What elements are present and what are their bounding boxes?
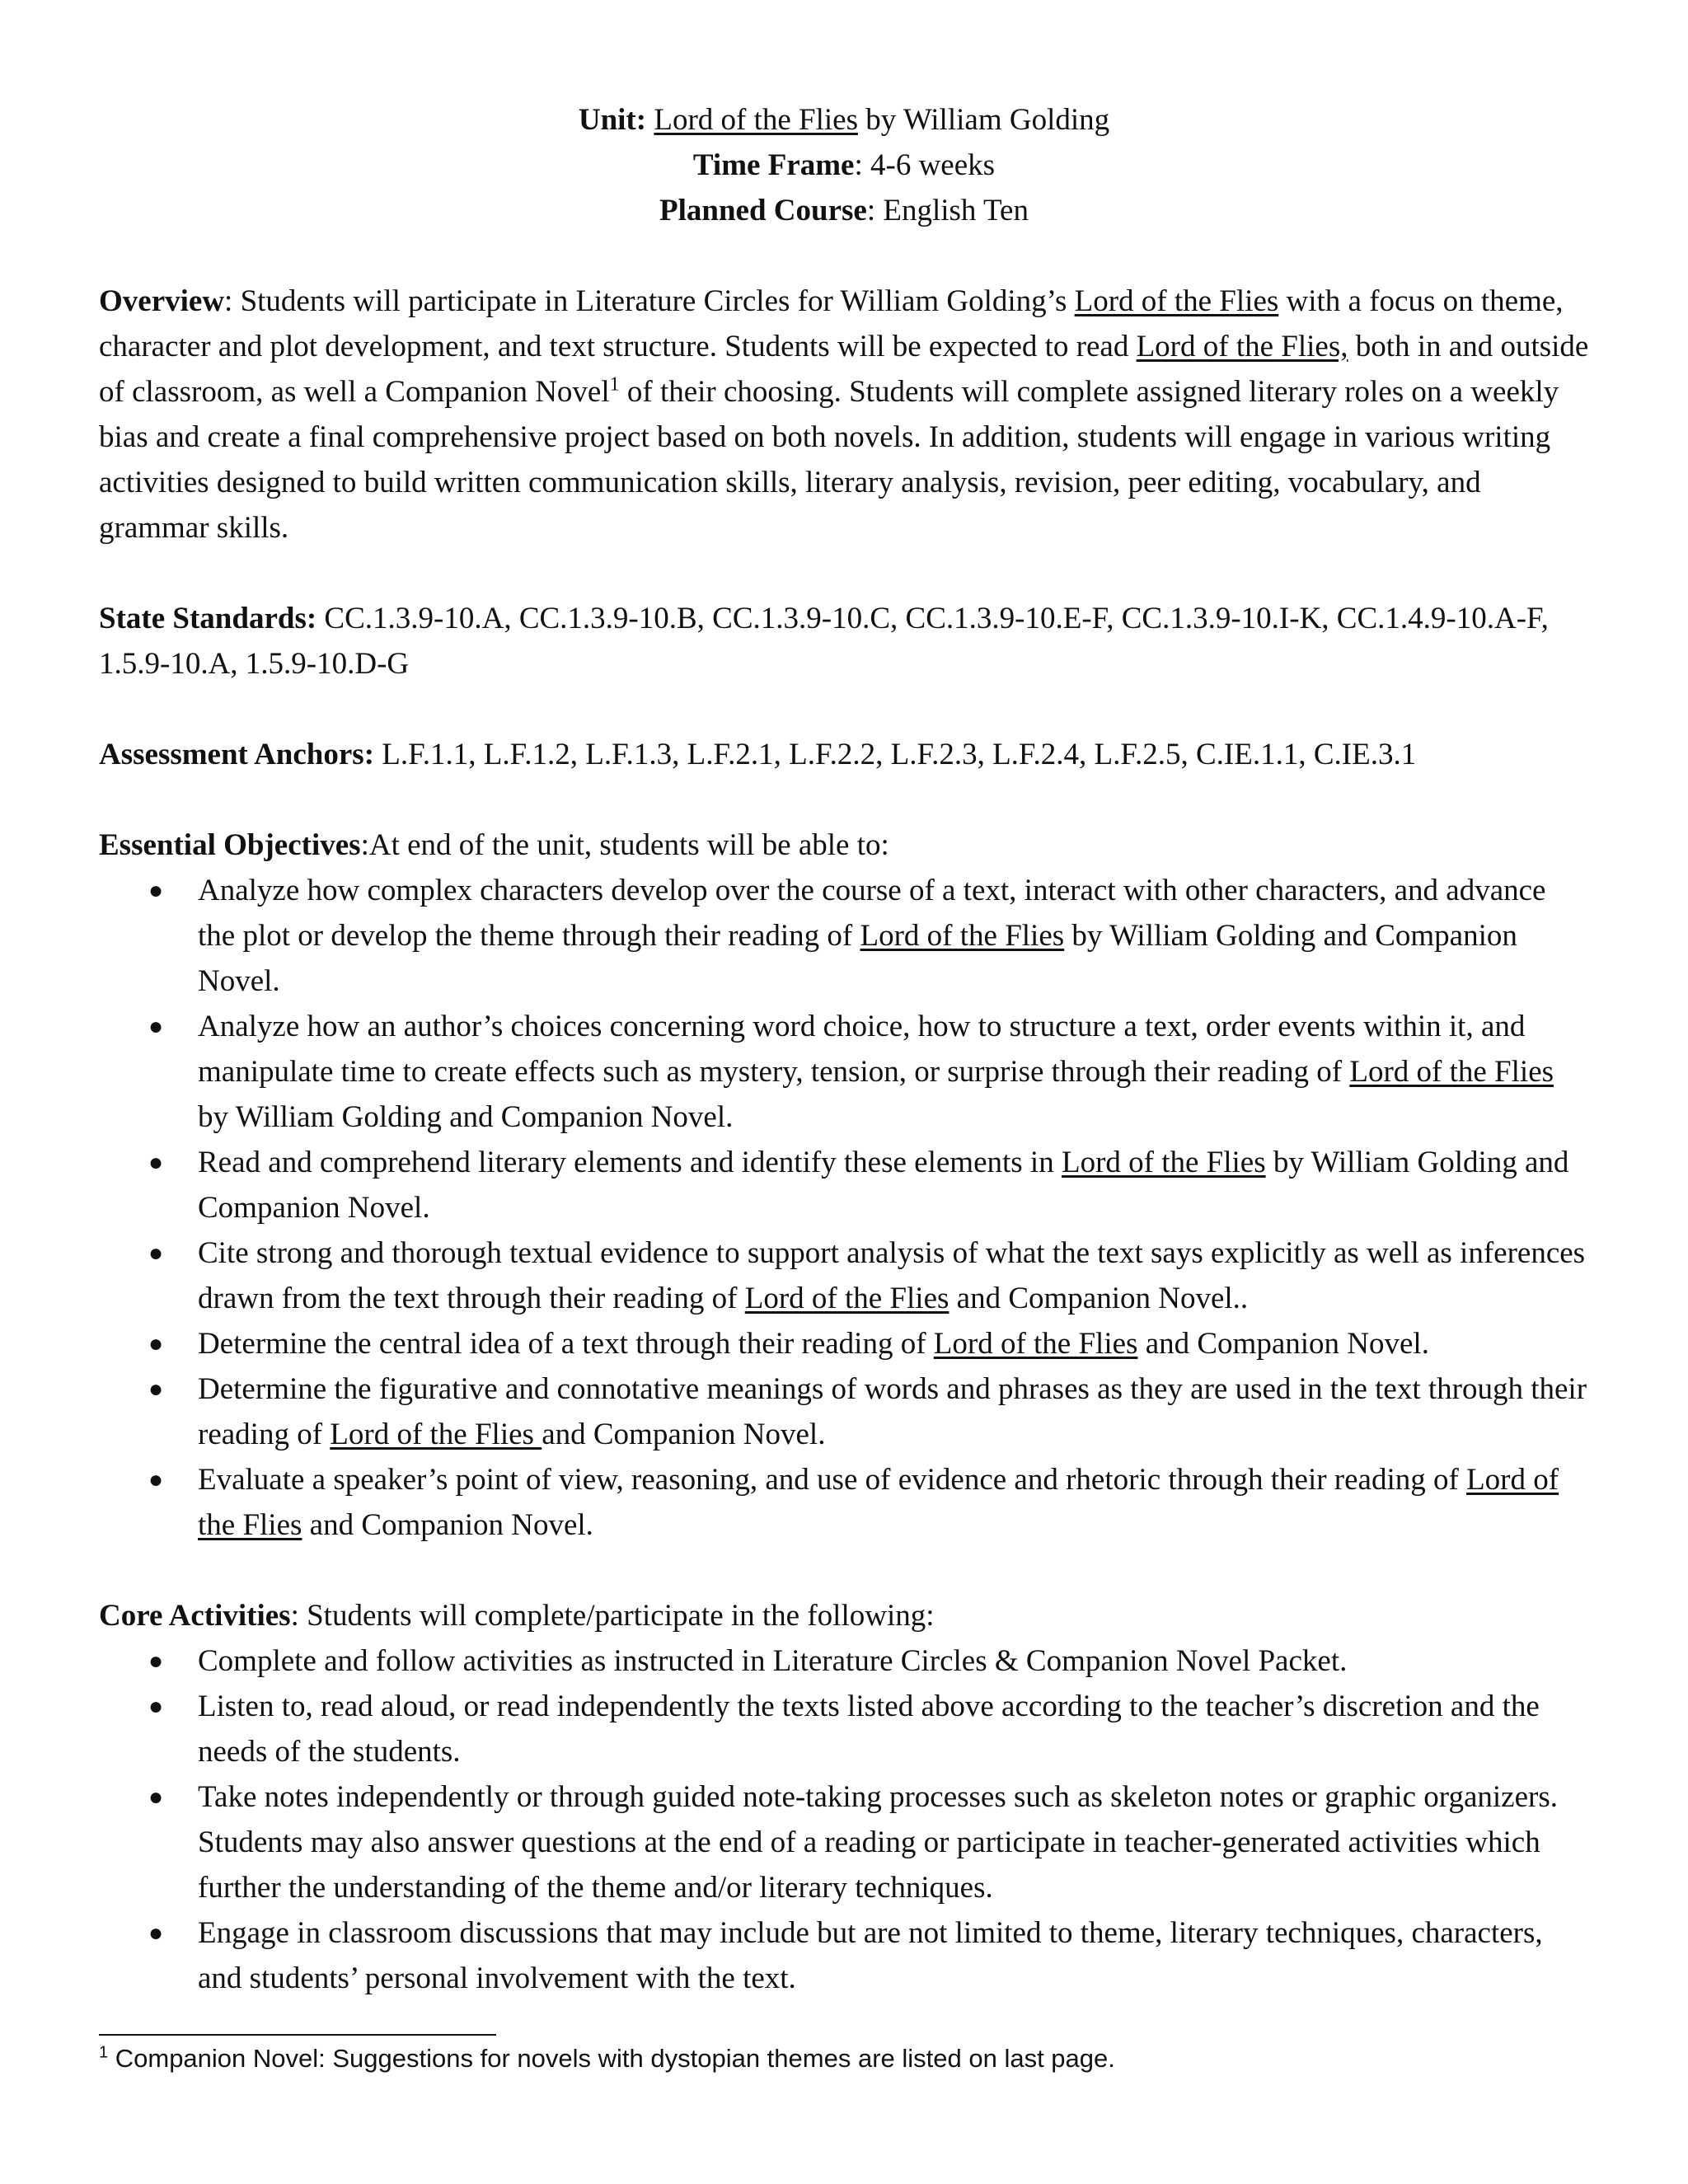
standards-label: State Standards:	[99, 602, 317, 635]
timeframe-label: Time Frame	[692, 148, 855, 182]
book-title: Lord of the Flies	[1349, 1055, 1554, 1089]
anchors-value: L.F.1.1, L.F.1.2, L.F.1.3, L.F.2.1, L.F.2.2, L.F.2.3, L.F.2.4, L.F.2.5, C.IE.1.1, C.IE.3.1	[374, 738, 1417, 771]
book-title: Lord of the Flies	[1074, 284, 1279, 318]
timeframe-value: : 4-6 weeks	[854, 148, 996, 182]
objective-text: and Companion Novel.	[1137, 1327, 1429, 1361]
unit-line	[99, 97, 1589, 143]
list-item: ● Take notes independently or through guided note-taking processes such as skeleton notes or graphic organizers. Students may also answer questions at the end of a reading or participate in teacher-generated activities which further the understanding of the theme and/or literary techniques.	[99, 1774, 1589, 1910]
objective-text: by William Golding and Companion Novel.	[198, 1146, 1569, 1225]
list-item: ● Engage in classroom discussions that may include but are not limited to theme, literary techniques, characters, and students’ personal involvement with the text.	[99, 1910, 1589, 2001]
list-item: ● Complete and follow activities as instructed in Literature Circles & Companion Novel Packet.	[99, 1638, 1589, 1684]
unit-header	[99, 97, 1589, 233]
footnote-number: 1	[99, 2043, 109, 2062]
list-item	[99, 1140, 1589, 1230]
standards-value: CC.1.3.9-10.A, CC.1.3.9-10.B, CC.1.3.9-10.C, CC.1.3.9-10.E-F, CC.1.3.9-10.I-K, CC.1.4.9-10.A-F, 1.5.9-10.A, 1.5.9-10.D-G	[99, 602, 1549, 681]
objective-text: Analyze how an author’s choices concerning word choice, how to structure a text, order events within it, and manipulate time to create effects such as mystery, tension, or surprise through their reading of	[198, 1010, 1526, 1089]
list-item	[99, 1004, 1589, 1140]
book-title: Lord of the Flies	[744, 1282, 950, 1315]
book-title: Lord of the Flies	[860, 919, 1065, 953]
book-title: Lord of the Flies	[198, 1463, 1559, 1542]
overview-text-1: : Students will participate in Literature Circles for William Golding’s	[224, 284, 1075, 318]
objective-text: by William Golding and Companion Novel.	[198, 919, 1517, 998]
footnote-text: Companion Novel: Suggestions for novels with dystopian themes are listed on last page.	[108, 2044, 1115, 2073]
unit-title: Lord of the Flies	[654, 103, 858, 137]
activities-intro: : Students will complete/participate in the following:	[290, 1599, 935, 1633]
list-item	[99, 868, 1589, 1004]
objective-text: Determine the central idea of a text through their reading of	[198, 1327, 934, 1361]
book-title: Lord of the Flies	[933, 1327, 1138, 1361]
objectives-label: Essential Objectives	[99, 828, 361, 862]
activities-heading	[99, 1593, 1589, 1638]
course-value: : English Ten	[866, 194, 1029, 227]
timeframe-line	[99, 143, 1589, 188]
book-title: Lord of the Flies,	[1136, 330, 1348, 363]
list-item	[99, 1366, 1589, 1457]
objective-text: and Companion Novel.	[302, 1508, 593, 1542]
objective-text: Evaluate a speaker’s point of view, reasoning, and use of evidence and rhetoric through their reading of	[198, 1463, 1467, 1497]
state-standards	[99, 596, 1589, 687]
assessment-anchors	[99, 732, 1589, 777]
objectives-intro: :At end of the unit, students will be able to:	[360, 828, 889, 862]
list-item	[99, 1457, 1589, 1548]
overview-label: Overview	[99, 284, 225, 318]
objective-text: by William Golding and Companion Novel.	[198, 1100, 734, 1134]
objective-text: Analyze how complex characters develop over the course of a text, interact with other characters, and advance the plot or develop the theme through their reading of	[198, 874, 1546, 953]
course-label: Planned Course	[659, 194, 867, 227]
unit-author: by William Golding	[858, 103, 1110, 137]
objective-text: Read and comprehend literary elements and identify these elements in	[198, 1146, 1062, 1179]
objective-text: Cite strong and thorough textual evidence to support analysis of what the text says explicitly as well as inferences drawn from the text through their reading of	[198, 1236, 1586, 1315]
footnote-marker: 1	[609, 373, 620, 396]
objective-text: Determine the figurative and connotative meanings of words and phrases as they are used in the text through their reading of	[198, 1372, 1587, 1451]
objectives-heading	[99, 823, 1589, 868]
objective-text: and Companion Novel.	[542, 1418, 826, 1451]
list-item	[99, 1321, 1589, 1366]
overview-text-3: both in and outside of classroom, as well a Companion Novel	[99, 330, 1589, 409]
course-line	[99, 188, 1589, 233]
footnote-divider	[99, 2034, 496, 2036]
activities-label: Core Activities	[99, 1599, 291, 1633]
footnote	[99, 2042, 1115, 2075]
book-title: Lord of the Flies	[330, 1418, 542, 1451]
objectives-list	[99, 868, 1589, 1548]
overview-text-2: with a focus on theme, character and plot development, and text structure. Students will be expected to read	[99, 284, 1564, 363]
list-item	[99, 1230, 1589, 1321]
objective-text: and Companion Novel..	[949, 1282, 1249, 1315]
activities-list	[99, 1638, 1589, 2001]
book-title: Lord of the Flies	[1061, 1146, 1266, 1179]
overview-text-4: of their choosing. Students will complete assigned literary roles on a weekly bias and create a final comprehensive project based on both novels. In addition, students will engage in various writing activities designed to build written communication skills, literary analysis, revision, peer editing, vocabulary, and grammar skills.	[99, 375, 1559, 545]
list-item: ● Listen to, read aloud, or read independently the texts listed above according to the teacher’s discretion and the needs of the students.	[99, 1684, 1589, 1774]
unit-label: Unit:	[578, 103, 647, 137]
anchors-label: Assessment Anchors:	[99, 738, 375, 771]
overview-paragraph	[99, 279, 1589, 551]
